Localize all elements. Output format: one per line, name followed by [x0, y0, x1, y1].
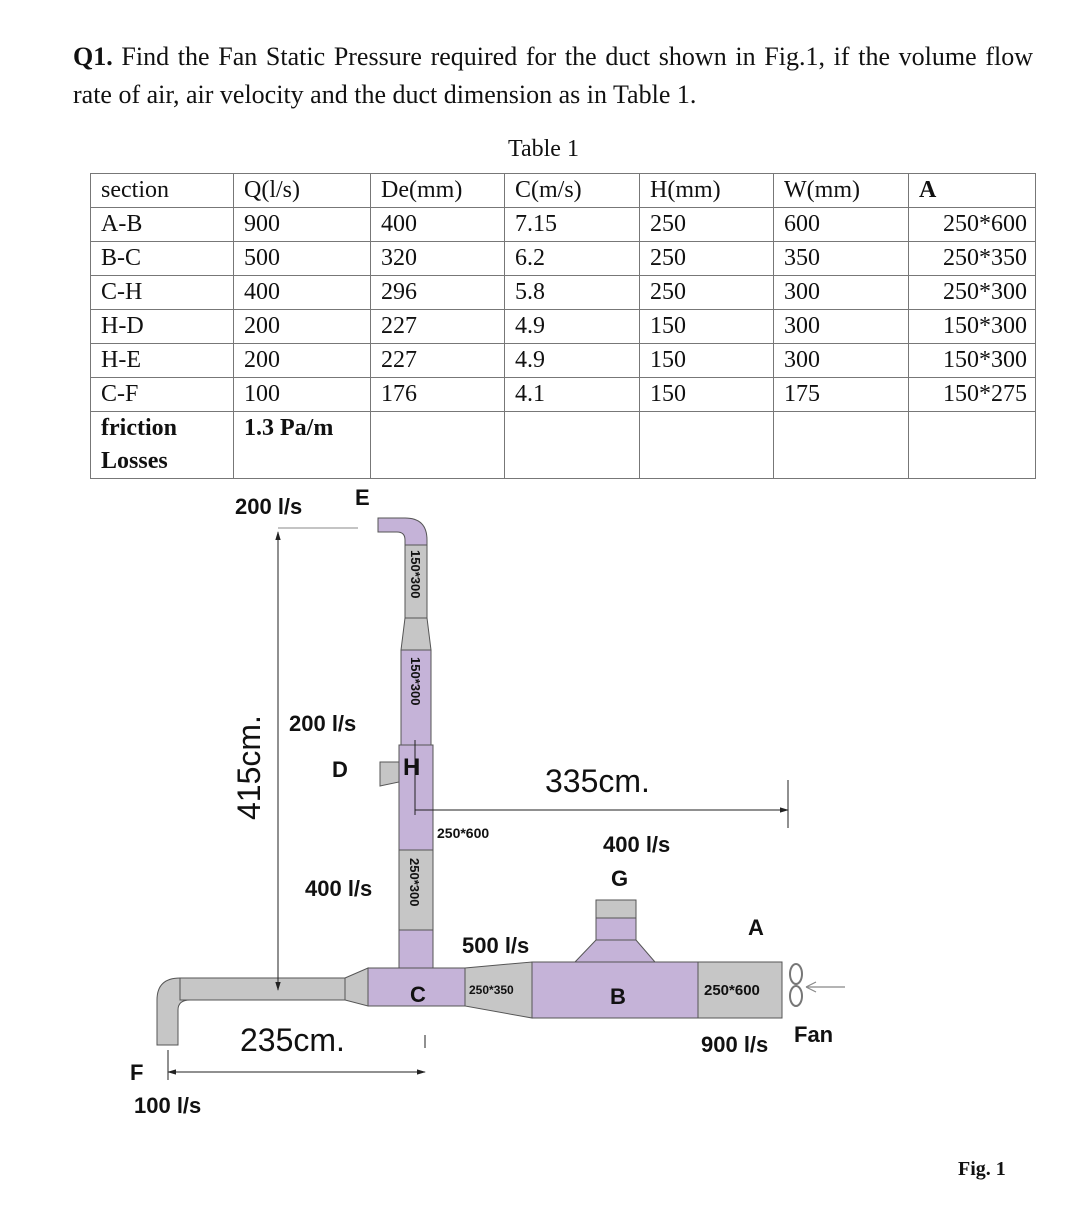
question-body: Find the Fan Static Pressure required for the duct shown in Fig.1, if the volume flow rate of air, air velocity and the duct dimension as in Table 1.	[73, 42, 1033, 109]
table-cell: C-H	[91, 276, 234, 310]
duct-he-transition	[401, 618, 431, 650]
table-cell: 150	[640, 378, 774, 412]
friction-label: friction	[101, 415, 177, 441]
table-cell: B-C	[91, 242, 234, 276]
table-cell: 150*300	[909, 310, 1036, 344]
table-cell: C-F	[91, 378, 234, 412]
size-he-lower: 150*300	[408, 657, 423, 706]
table-cell	[774, 412, 909, 479]
table-cell: 250*300	[909, 276, 1036, 310]
label-d: D	[332, 757, 348, 782]
table-cell: 320	[371, 242, 505, 276]
table-cell: 250	[640, 208, 774, 242]
flow-ch: 400 l/s	[305, 876, 373, 901]
duct-g-top	[596, 900, 636, 918]
table-cell: 250*600	[909, 208, 1036, 242]
duct-diagram	[0, 470, 1080, 1207]
question-text	[73, 38, 1033, 114]
duct-elbow-e	[378, 518, 427, 545]
table-cell: 250	[640, 276, 774, 310]
friction-label-line2: Losses	[101, 448, 168, 474]
friction-label-cell	[91, 412, 234, 479]
header-cell: H(mm)	[640, 174, 774, 208]
table-cell: 176	[371, 378, 505, 412]
duct-d-branch	[380, 762, 399, 786]
dim-top-text: 335cm.	[545, 763, 650, 799]
label-f: F	[130, 1060, 144, 1085]
header-cell: section	[91, 174, 234, 208]
table-cell	[909, 412, 1036, 479]
table-cell: 7.15	[505, 208, 640, 242]
header-cell: De(mm)	[371, 174, 505, 208]
table-row	[91, 208, 1036, 242]
duct-g-riser	[596, 918, 636, 940]
flow-g: 400 l/s	[603, 832, 671, 857]
table-cell: 200	[234, 310, 371, 344]
table-cell: 300	[774, 344, 909, 378]
size-bc: 250*350	[469, 983, 514, 997]
size-he-upper: 150*300	[408, 550, 423, 599]
duct-f-straight	[180, 978, 345, 1000]
flow-e: 200 l/s	[235, 494, 303, 519]
label-c: C	[410, 982, 426, 1007]
header-cell: W(mm)	[774, 174, 909, 208]
dim-vertical-text: 415cm.	[231, 715, 267, 820]
duct-g-transition	[575, 940, 655, 962]
table-cell: 600	[774, 208, 909, 242]
table-cell: 150	[640, 310, 774, 344]
label-h: H	[403, 754, 421, 781]
table-cell: 296	[371, 276, 505, 310]
label-b: B	[610, 984, 626, 1009]
table-cell: 4.9	[505, 344, 640, 378]
table-cell: 150	[640, 344, 774, 378]
table-cell: 300	[774, 276, 909, 310]
table-cell: A-B	[91, 208, 234, 242]
size-branch-h: 250*600	[437, 825, 490, 841]
table-cell: 400	[371, 208, 505, 242]
table-cell	[371, 412, 505, 479]
friction-value: 1.3 Pa/m	[234, 412, 371, 479]
flow-d: 200 l/s	[289, 711, 357, 736]
table-cell: 250	[640, 242, 774, 276]
label-a: A	[748, 915, 764, 940]
size-ab: 250*600	[704, 982, 760, 999]
size-ch: 250*300	[407, 858, 422, 907]
header-cell: A	[909, 174, 1036, 208]
label-fan: Fan	[794, 1022, 834, 1047]
table-header-row	[91, 174, 1036, 208]
dim-bottom-text: 235cm.	[240, 1022, 345, 1058]
table-cell: H-D	[91, 310, 234, 344]
flow-ab: 900 l/s	[701, 1032, 769, 1057]
header-cell: C(m/s)	[505, 174, 640, 208]
data-table	[90, 173, 1036, 479]
table-row	[91, 310, 1036, 344]
table-cell: 900	[234, 208, 371, 242]
table-cell: 300	[774, 310, 909, 344]
duct-ch-lower	[399, 930, 433, 968]
label-g: G	[611, 866, 629, 891]
table-caption: Table 1	[508, 136, 579, 162]
table-cell: 150*300	[909, 344, 1036, 378]
table-row	[91, 344, 1036, 378]
table-cell: 6.2	[505, 242, 640, 276]
table-cell: 400	[234, 276, 371, 310]
table-cell: 100	[234, 378, 371, 412]
table-row	[91, 276, 1036, 310]
header-cell: Q(l/s)	[234, 174, 371, 208]
table-cell: H-E	[91, 344, 234, 378]
table-cell: 250*350	[909, 242, 1036, 276]
table-cell: 175	[774, 378, 909, 412]
table-cell	[640, 412, 774, 479]
duct-f-transition	[345, 968, 368, 1006]
table-cell: 227	[371, 344, 505, 378]
table-cell: 4.9	[505, 310, 640, 344]
flow-bc: 500 l/s	[462, 933, 530, 958]
table-cell: 5.8	[505, 276, 640, 310]
table-cell	[505, 412, 640, 479]
table-cell: 350	[774, 242, 909, 276]
table-row	[91, 378, 1036, 412]
fan-icon	[790, 964, 802, 1006]
table-row	[91, 242, 1036, 276]
table-cell: 4.1	[505, 378, 640, 412]
figure-caption: Fig. 1	[958, 1158, 1006, 1180]
table-row-friction	[91, 412, 1036, 479]
question-number: Q1.	[73, 42, 113, 71]
table-cell: 200	[234, 344, 371, 378]
table-cell: 500	[234, 242, 371, 276]
flow-f: 100 l/s	[134, 1093, 202, 1118]
label-e: E	[355, 485, 370, 510]
table-cell: 150*275	[909, 378, 1036, 412]
table-cell: 227	[371, 310, 505, 344]
